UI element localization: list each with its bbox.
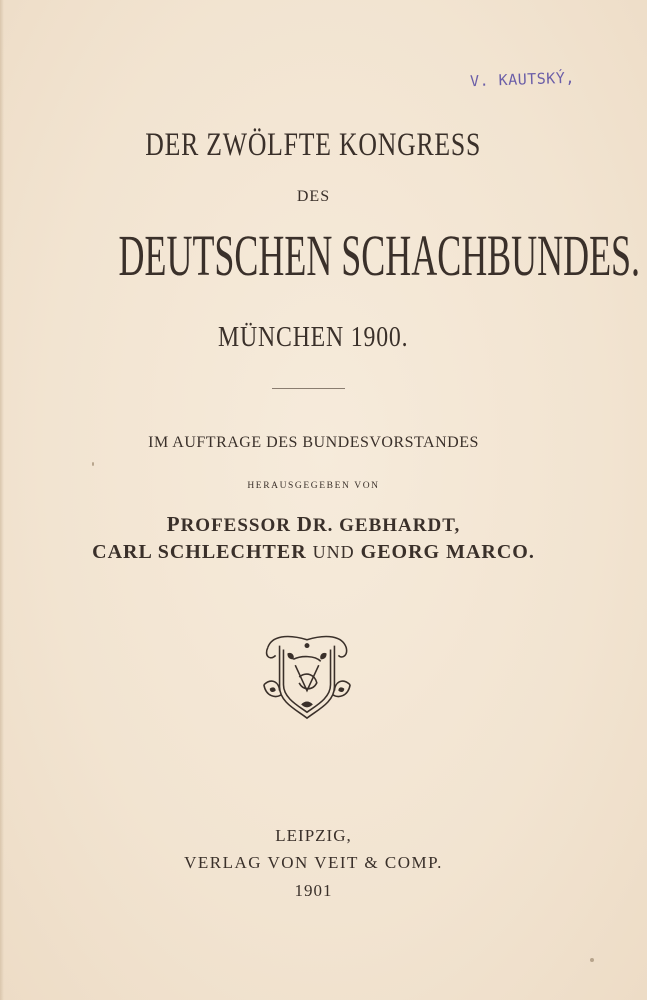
editor-title: ROFESSOR: [180, 515, 291, 536]
editor-conjunction: UND: [312, 542, 355, 562]
ownership-stamp: V. KAUTSKÝ,: [469, 68, 576, 91]
editor-names-b: GEORG MARCO.: [360, 541, 535, 563]
editors-line-2: [0, 541, 627, 564]
editor-name: GEBHARDT,: [339, 515, 461, 536]
title-line-2: DES: [296, 188, 331, 205]
paper-speck: [590, 958, 594, 962]
imprint-publisher: VERLAG VON VEIT & COMP.: [184, 853, 443, 872]
publisher-emblem-icon: [258, 626, 356, 724]
title-line-3: DEUTSCHEN SCHACHBUNDES.: [118, 223, 641, 288]
editor-degree-initial: D: [296, 512, 313, 536]
editors-line-1: [0, 512, 627, 537]
imprint-year: 1901: [294, 881, 333, 900]
edited-by-line: HERAUSGEGEBEN VON: [247, 481, 380, 491]
title-line-1: DER ZWÖLFTE KONGRESS: [145, 127, 482, 163]
editor-degree: R.: [312, 515, 334, 536]
commission-line: IM AUFTRAGE DES BUNDESVORSTANDES: [148, 434, 479, 451]
page-edge-shadow: [0, 0, 4, 1000]
imprint-city: LEIPZIG,: [275, 826, 352, 845]
divider-rule: [272, 388, 345, 389]
editor-initial: P: [166, 512, 181, 536]
editor-names-a: CARL SCHLECHTER: [92, 541, 307, 563]
paper-speck: [92, 462, 94, 466]
title-place-year: MÜNCHEN 1900.: [218, 321, 409, 353]
